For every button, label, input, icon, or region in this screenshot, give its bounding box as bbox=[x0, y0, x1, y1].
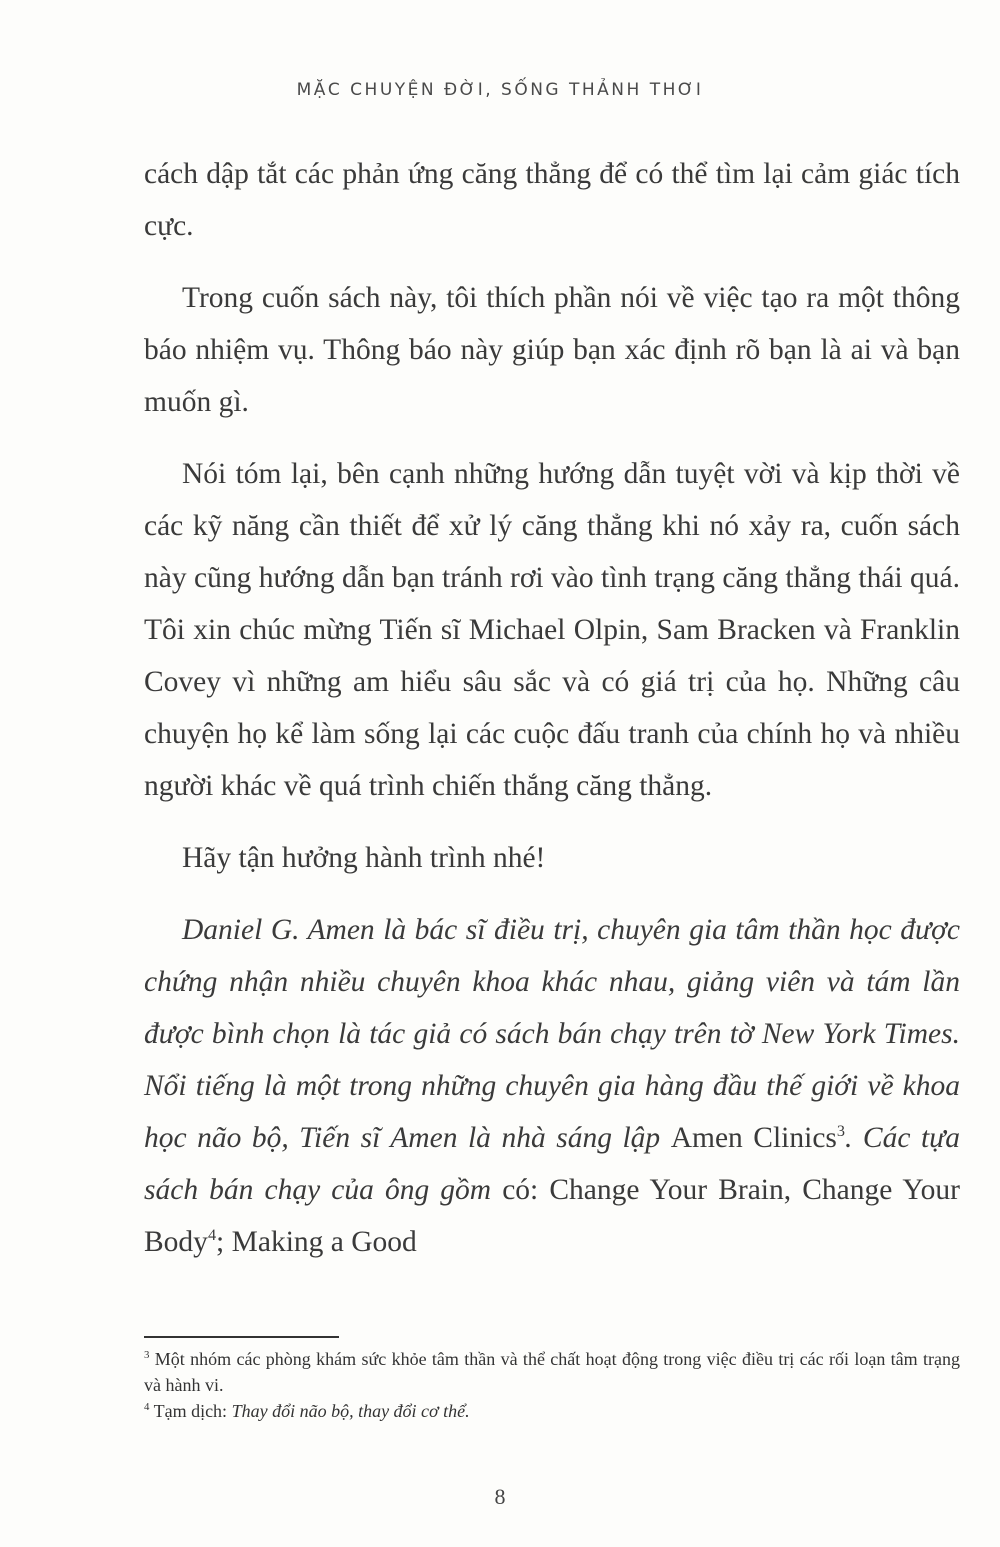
footnote-text: Một nhóm các phòng khám sức khỏe tâm thần và thể chất hoạt động trong việc điều trị các rối loạn tâm trạng và hành vi. bbox=[144, 1349, 960, 1395]
footnote-label: Tạm dịch: bbox=[149, 1401, 232, 1421]
footnotes bbox=[144, 1346, 960, 1424]
page-number: 8 bbox=[494, 1484, 506, 1509]
footnote-ref-3[interactable]: 3 bbox=[836, 1122, 846, 1141]
running-header: MẶC CHUYỆN ĐỜI, SỐNG THẢNH THƠI bbox=[296, 80, 704, 100]
book-titles-continued: ; Making a Good bbox=[216, 1226, 417, 1258]
book-titles: có: Change Your Brain, Change Your Body bbox=[144, 1174, 960, 1258]
amen-clinics-name: Amen Clinics bbox=[670, 1122, 837, 1154]
paragraph-mission-statement: Trong cuốn sách này, tôi thích phần nói về việc tạo ra một thông báo nhiệm vụ. Thông báo này giúp bạn xác định rõ bạn là ai và bạn muốn gì. bbox=[144, 282, 960, 418]
body-text bbox=[144, 148, 960, 1288]
footnote-3 bbox=[144, 1346, 960, 1398]
paragraph-continuation: cách dập tắt các phản ứng căng thẳng để có thể tìm lại cảm giác tích cực. bbox=[144, 158, 960, 242]
paragraph-enjoy: Hãy tận hưởng hành trình nhé! bbox=[182, 842, 546, 874]
footnote-ref-4[interactable]: 4 bbox=[207, 1226, 217, 1245]
paragraph-author-bio bbox=[144, 904, 960, 1268]
bio-text-italic: Daniel G. Amen là bác sĩ điều trị, chuyên gia tâm thần học được chứng nhận nhiều chuyên khoa khác nhau, giảng viên và tám lần được bình chọn là tác giả có sách bán chạy trên tờ New York Times. Nổi tiếng là một trong những chuyên gia hàng đầu thế giới về khoa học não bộ, Tiến sĩ Amen là nhà sáng lập bbox=[144, 914, 960, 1154]
bio-text-italic-2: . Các tựa sách bán chạy của ông gồm bbox=[144, 1122, 960, 1206]
footnote-translation: Thay đổi não bộ, thay đổi cơ thể. bbox=[231, 1401, 470, 1421]
footnote-number: 4 bbox=[144, 1401, 150, 1413]
paragraph-summary: Nói tóm lại, bên cạnh những hướng dẫn tuyệt vời và kịp thời về các kỹ năng cần thiết để xử lý căng thẳng khi nó xảy ra, cuốn sách này cũng hướng dẫn bạn tránh rơi vào tình trạng căng thẳng thái quá. Tôi xin chúc mừng Tiến sĩ Michael Olpin, Sam Bracken và Franklin Covey vì những am hiểu sâu sắc và có giá trị của họ. Những câu chuyện họ kể làm sống lại các cuộc đấu tranh của chính họ và nhiều người khác về quá trình chiến thắng căng thẳng. bbox=[144, 458, 960, 802]
footnote-4 bbox=[144, 1398, 960, 1424]
footnote-divider bbox=[144, 1336, 339, 1338]
footnote-number: 3 bbox=[144, 1349, 150, 1361]
